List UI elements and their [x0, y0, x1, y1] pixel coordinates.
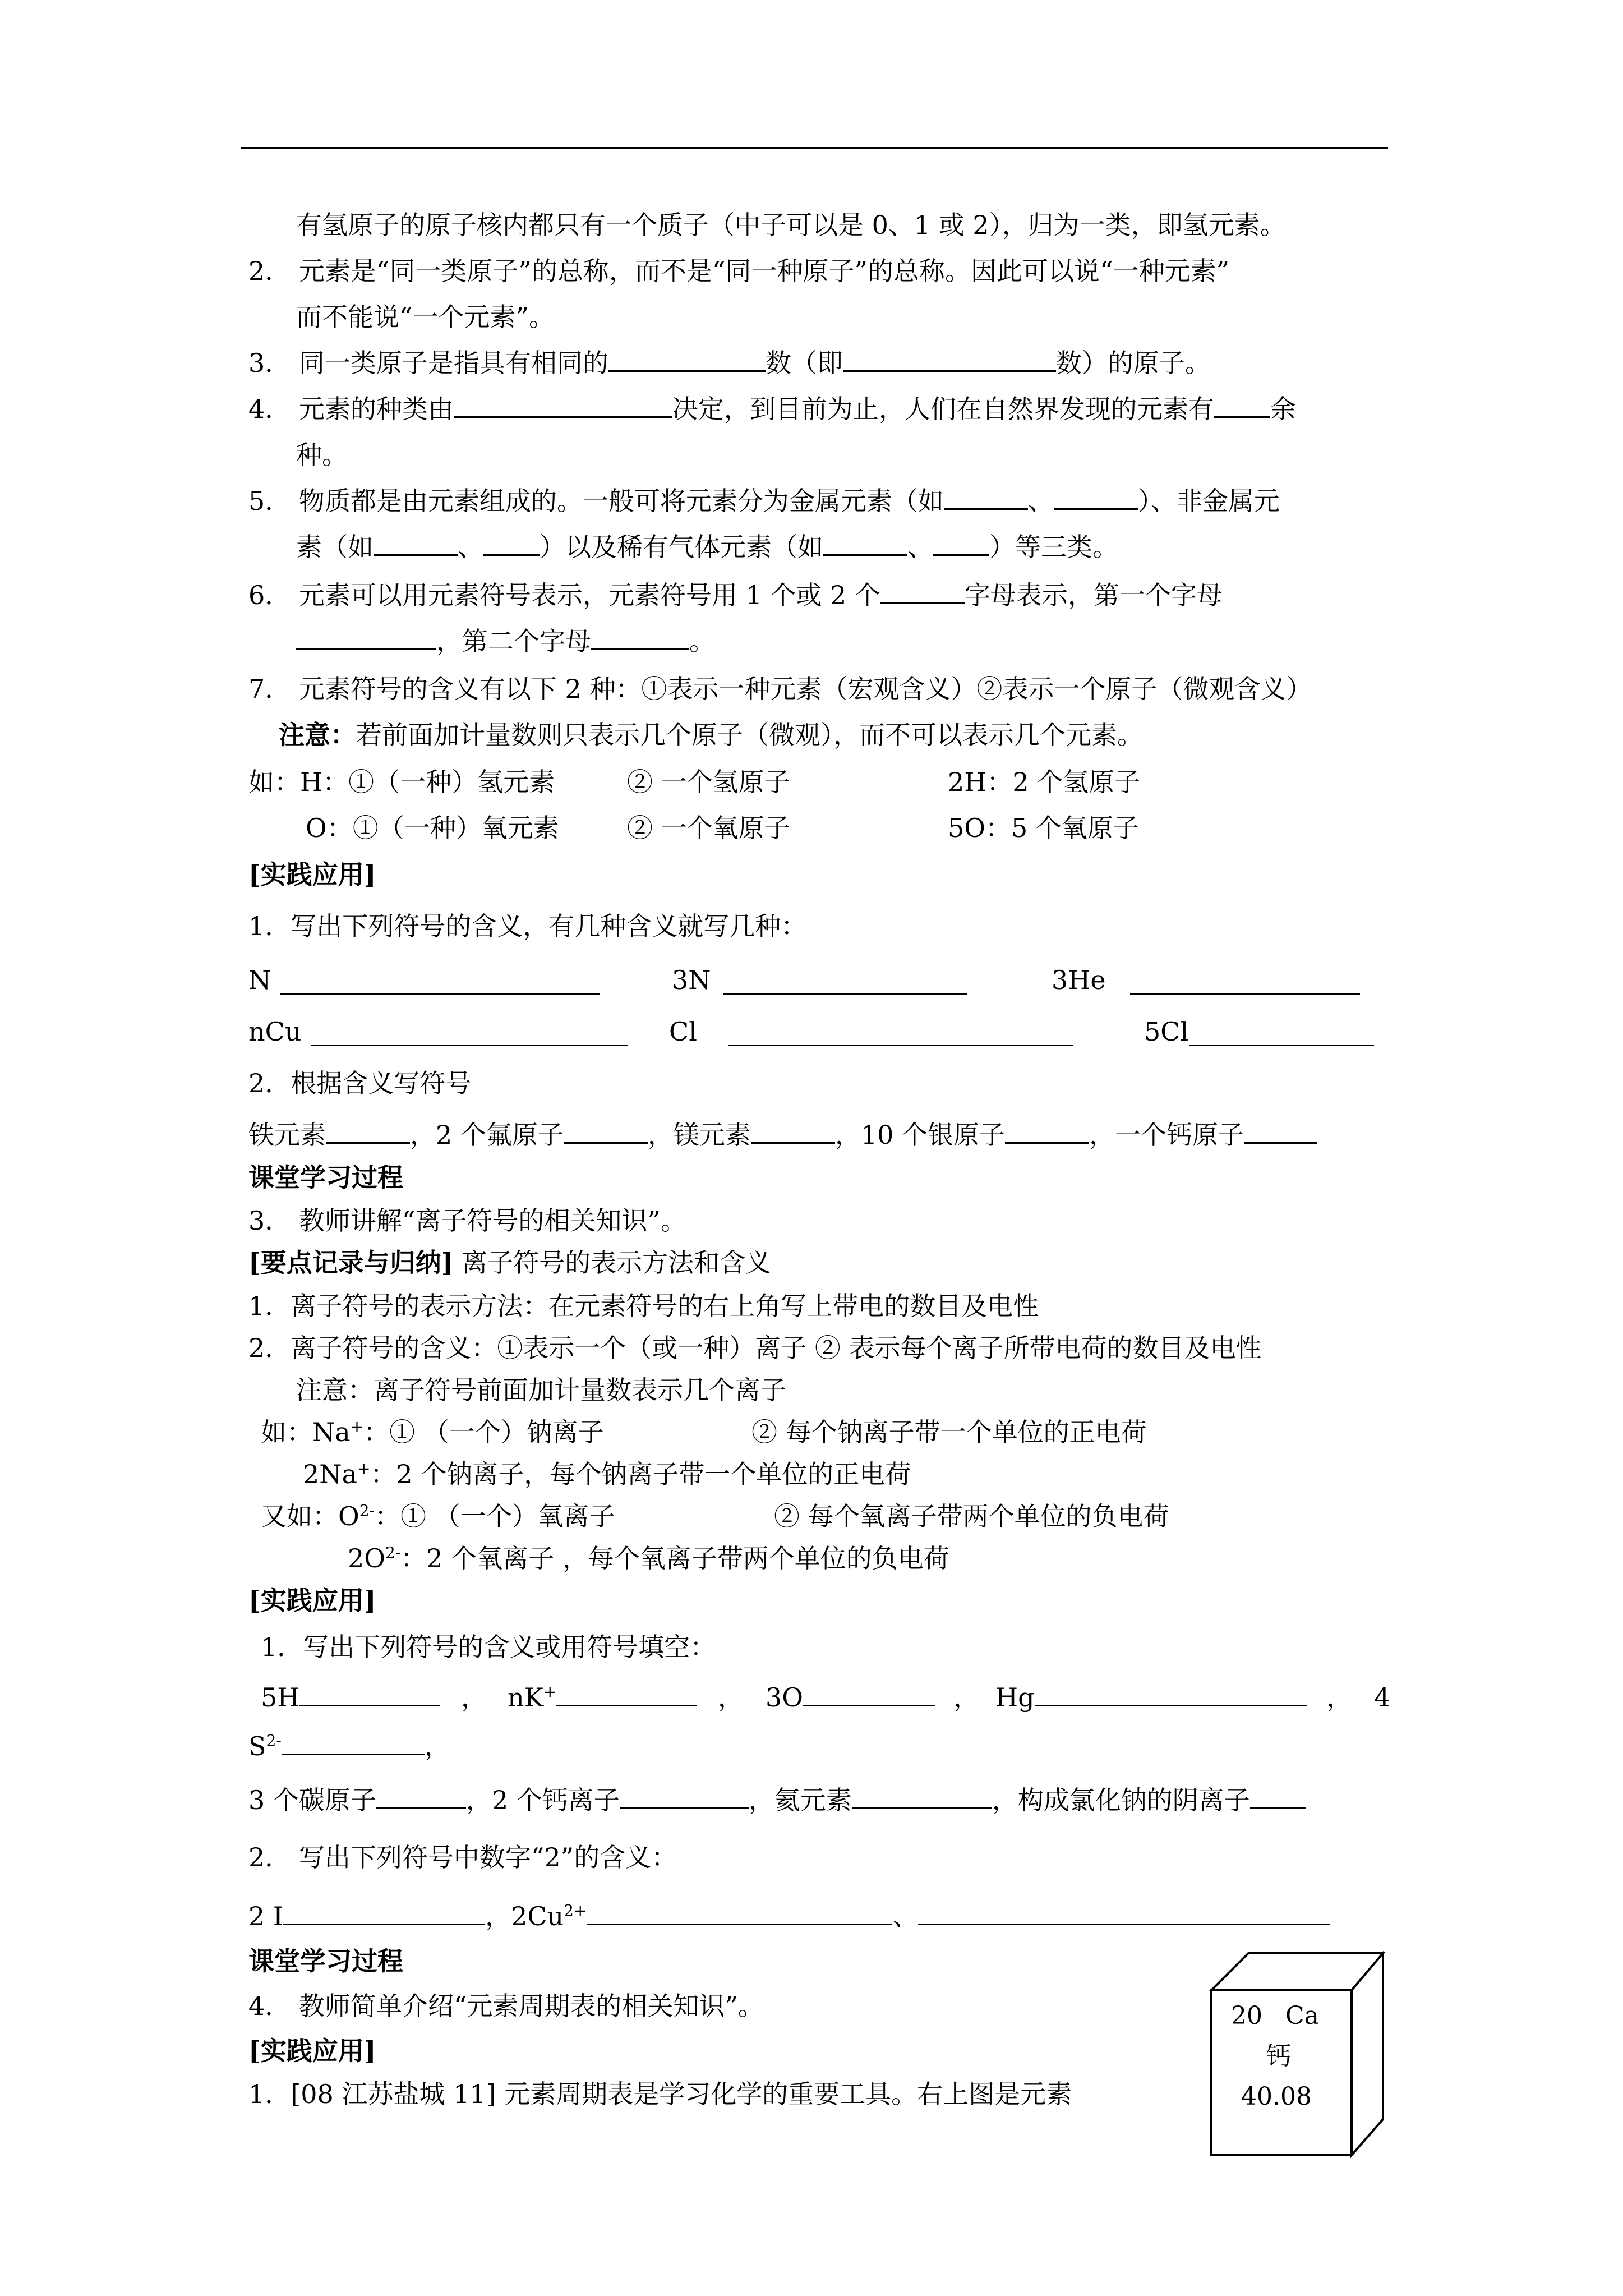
section-heading: [实践应用]: [248, 2036, 376, 2066]
blank[interactable]: [823, 532, 907, 556]
blank[interactable]: [1244, 1120, 1317, 1144]
item-6-cont: ，第二个字母 。: [296, 624, 715, 659]
blank[interactable]: [803, 1682, 935, 1706]
blank[interactable]: [374, 532, 458, 556]
fill-5h: 5H: [261, 1680, 440, 1715]
teacher-step-4: 4． 教师简单介绍“元素周期表的相关知识”。: [248, 1991, 764, 2021]
answer-blank[interactable]: [1130, 970, 1360, 995]
section-heading: 课堂学习过程: [248, 1946, 403, 1976]
question-2: 2．根据含义写符号: [248, 1068, 472, 1098]
answer-blank[interactable]: [723, 970, 967, 995]
blank[interactable]: [587, 1901, 892, 1925]
fill-3o: 3O: [766, 1680, 935, 1715]
blank[interactable]: [454, 394, 672, 418]
ion-example-3b: ② 每个氧离子带两个单位的负电荷: [774, 1501, 1169, 1531]
blank[interactable]: [852, 1785, 992, 1809]
fill-4: 4: [1374, 1682, 1391, 1713]
example-h-3: 2H：2 个氢原子: [948, 767, 1141, 797]
blank[interactable]: [564, 1120, 648, 1144]
example-o-2: ② 一个氧原子: [627, 813, 790, 843]
blank[interactable]: [608, 348, 766, 372]
ion-example-2: 2Na+：2 个钠离子，每个钠离子带一个单位的正电荷: [303, 1459, 911, 1489]
blank[interactable]: [1214, 394, 1270, 418]
blank[interactable]: [1250, 1785, 1306, 1809]
example-o-3: 5O：5 个氧原子: [948, 813, 1139, 843]
paragraph-line: 有氢原子的原子核内都只有一个质子（中子可以是 0、1 或 2），归为一类，即氢元素。: [296, 210, 1286, 240]
ion-example-3: 又如：$O^{2-}$：① （一个）氧离子: [261, 1501, 615, 1531]
blank[interactable]: [299, 1682, 440, 1706]
element-symbol: Ca: [1285, 2001, 1319, 2030]
comma: ，: [718, 1682, 744, 1713]
symbol-n: N: [248, 965, 271, 995]
ion-example-1: 如：Na+：① （一个）钠离子: [261, 1417, 604, 1447]
blank[interactable]: [1035, 1682, 1307, 1706]
item-2-cont: 而不能说“一个元素”。: [296, 302, 555, 332]
section-heading: [实践应用]: [248, 859, 376, 890]
symbol-5cl: 5Cl: [1144, 1016, 1189, 1047]
example-o: O：①（一种）氧元素: [306, 813, 559, 843]
item-2: 2． 元素是“同一类原子”的总称，而不是“同一种原子”的总称。因此可以说“一种元素”: [248, 256, 1229, 286]
symbol-ncu: nCu: [248, 1016, 302, 1047]
blank[interactable]: [376, 1785, 466, 1809]
element-cell-box: [1209, 1951, 1389, 2164]
atomic-number: 20: [1231, 2001, 1262, 2030]
item-5-cont: 素（如 、 ）以及稀有气体元素（如 、 ）等三类。: [296, 532, 1118, 562]
example-h-2: ② 一个氢原子: [627, 767, 790, 797]
symbol-3n: 3N: [672, 965, 711, 995]
blank[interactable]: [843, 348, 1056, 372]
item-5: 5． 物质都是由元素组成的。一般可将元素分为金属元素（如 、 ）、非金属元: [248, 486, 1280, 516]
section-heading: 课堂学习过程: [248, 1162, 403, 1193]
question-2-row: 铁元素 ，2 个氟原子 ，镁元素 ，10 个银原子 ，一个钙原子: [248, 1117, 1317, 1152]
fill-hg: Hg: [995, 1680, 1307, 1715]
blank[interactable]: [918, 1901, 1330, 1925]
task-1: 1．写出下列符号的含义或用符号填空：: [261, 1632, 716, 1662]
key-points: [要点记录与归纳] 离子符号的表示方法和含义: [248, 1248, 772, 1278]
symbol-3he: 3He: [1052, 965, 1106, 995]
element-name: 钙: [1266, 2042, 1291, 2070]
fill-nk: nK+: [508, 1680, 697, 1715]
fill-s: $S^{2-}$ ，: [248, 1731, 450, 1761]
answer-blank[interactable]: [311, 1022, 628, 1046]
blank[interactable]: [944, 486, 1028, 510]
item-6: 6． 元素可以用元素符号表示，元素符号用 1 个或 2 个 字母表示，第一个字母: [248, 580, 1223, 610]
item-4: 4． 元素的种类由 决定，到目前为止，人们在自然界发现的元素有 余: [248, 394, 1296, 424]
answer-blank[interactable]: [1189, 1022, 1374, 1046]
example-h: 如：H：①（一种）氢元素: [248, 767, 555, 797]
symbol-cl: Cl: [669, 1016, 697, 1047]
blank[interactable]: [296, 626, 436, 650]
comma: ，: [953, 1682, 979, 1713]
comma: ，: [461, 1682, 487, 1713]
item-3: 3． 同一类原子是指具有相同的 数（即 数）的原子。: [248, 348, 1211, 378]
header-rule: [241, 147, 1388, 149]
blank[interactable]: [591, 626, 689, 650]
blank[interactable]: [1005, 1120, 1089, 1144]
rule-note: 注意：离子符号前面加计量数表示几个离子: [296, 1375, 786, 1405]
answer-blank[interactable]: [280, 970, 600, 995]
rule-2: 2．离子符号的含义：①表示一个（或一种）离子 ② 表示每个离子所带电荷的数目及电性: [248, 1333, 1262, 1363]
blank[interactable]: [556, 1682, 697, 1706]
answer-blank[interactable]: [728, 1022, 1073, 1046]
blank[interactable]: [283, 1901, 485, 1925]
rule-1: 1．离子符号的表示方法：在元素符号的右上角写上带电的数目及电性: [248, 1291, 1039, 1321]
blank[interactable]: [620, 1785, 749, 1809]
atomic-mass: 40.08: [1241, 2082, 1312, 2111]
question-1: 1．写出下列符号的含义，有几种含义就写几种：: [248, 911, 807, 941]
ion-example-4: $2O^{2-}$：2 个氧离子 ，每个氧离子带两个单位的负电荷: [348, 1543, 949, 1573]
note: 注意：若前面加计量数则只表示几个原子（微观），而不可以表示几个元素。: [279, 720, 1143, 750]
task-2: 2． 写出下列符号中数字“2”的含义：: [248, 1842, 677, 1872]
blank[interactable]: [1054, 486, 1138, 510]
blank[interactable]: [751, 1120, 835, 1144]
teacher-step-3: 3． 教师讲解“离子符号的相关知识”。: [248, 1205, 686, 1236]
comma: ，: [1326, 1682, 1352, 1713]
blank[interactable]: [326, 1120, 410, 1144]
blank[interactable]: [880, 580, 965, 604]
blank[interactable]: [933, 532, 989, 556]
blank[interactable]: [483, 532, 540, 556]
meaning-row: 2 I ，$2Cu^{2+}$ 、: [248, 1899, 1330, 1934]
last-question: 1．[08 江苏盐城 11] 元素周期表是学习化学的重要工具。右上图是元素: [248, 2079, 1072, 2109]
fill-row-2: 3 个碳原子 ，2 个钙离子 ，氦元素 ，构成氯化钠的阴离子: [248, 1783, 1306, 1818]
item-7: 7． 元素符号的含义有以下 2 种：①表示一种元素（宏观含义）②表示一个原子（微观含义）: [248, 674, 1312, 704]
section-heading: [实践应用]: [248, 1585, 376, 1616]
blank[interactable]: [282, 1731, 425, 1755]
ion-example-1b: ② 每个钠离子带一个单位的正电荷: [751, 1417, 1147, 1447]
item-4-cont: 种。: [296, 440, 348, 470]
